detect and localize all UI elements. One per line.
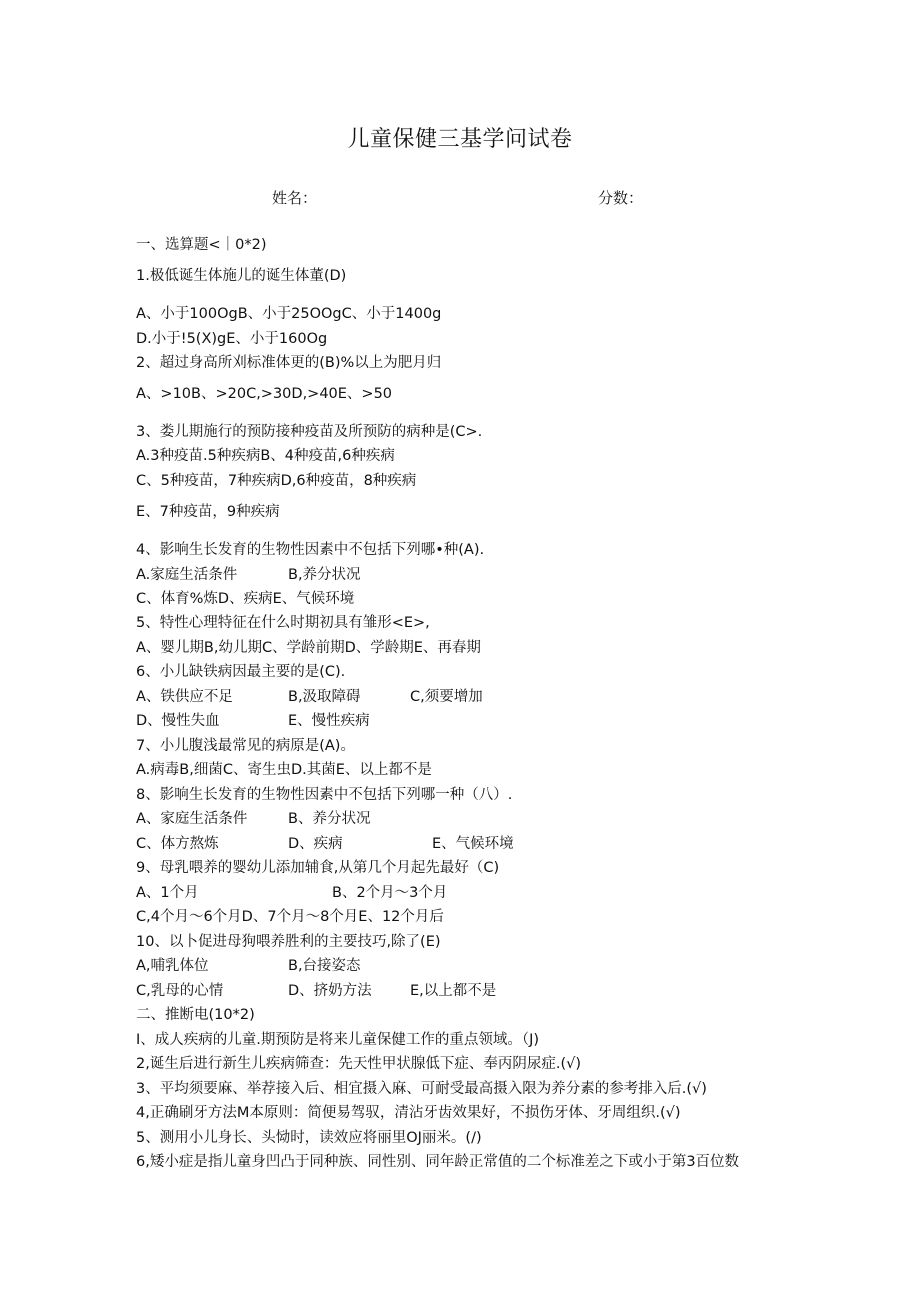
line-text: 5、特性心理特征在什么时期初具有雏形<E>, [136, 615, 430, 631]
line-text: C,4个月〜6个月D、7个月〜8个月E、12个月后 [136, 909, 444, 925]
line-text: 7、小儿腹浅最常见的病原是(A)。 [136, 738, 355, 754]
line-text: A、>10B、>20C,>30D,>40E、>50 [136, 386, 393, 402]
line-text: 2、超过身高所刈标准体更的(B)%以上为肥月归 [136, 355, 442, 371]
line-text: A、铁供应不足 [136, 689, 233, 705]
line-text: C,须要增加 [410, 689, 483, 705]
line-text: I、成人疾病的儿童.期预防是将来儿童保健工作的重点领域。（J) [136, 1032, 540, 1048]
line-text: D.小于!5(X)gE、小于160Og [136, 331, 328, 347]
line-text: D、疾病 [288, 836, 343, 852]
line-text: A,哺乳体位 [136, 958, 209, 974]
line-text: B、养分状况 [288, 811, 371, 827]
line-text: E、7种疫苗，9种疾病 [136, 504, 280, 520]
line-text: 6、小儿缺铁病因最主要的是(C). [136, 664, 346, 680]
line-text: C、体方熬炼 [136, 836, 219, 852]
line-text: A.3种疫苗.5种疾病B、4种疫苗,6种疾病 [136, 448, 395, 464]
line-text: 3、娄儿期施行的预防接种疫苗及所预防的病种是(C>. [136, 424, 483, 440]
line-text: 2,诞生后进行新生儿疾病筛查：先天性甲状腺低下症、奉丙阴尿症.(√) [136, 1056, 581, 1072]
line-text: A、家庭生活条件 [136, 811, 248, 827]
line-text: B、2个月〜3个月 [332, 885, 448, 901]
line-text: 3、平均须要麻、举荐接入后、相宜摄入麻、可耐受最高摄入限为养分素的参考排入后.(√) [136, 1081, 707, 1097]
line-text: B,汲取障碍 [288, 689, 361, 705]
line-text: 5、测用小儿身长、头恸时，读效应将丽里OJ丽米。(/) [136, 1130, 482, 1146]
line-text: 9、母乳喂养的婴幼儿添加辅食,从第几个月起先最好（C) [136, 860, 500, 876]
line-text: 6,矮小症是指儿童身凹凸于同种族、同性别、同年龄正常值的二个标准差之下或小于第3百位数 [136, 1154, 740, 1170]
line-text: E、慢性疾病 [288, 713, 370, 729]
line-text: A、1个月 [136, 885, 199, 901]
line-text: C,乳母的心情 [136, 983, 224, 999]
line-text: 4,正确刷牙方法M本原则：简便易驾驭，清沾牙齿效果好，不损伤牙体、牙周组织.(√) [136, 1105, 681, 1121]
line-text: E、气候环境 [432, 836, 514, 852]
line-text: D、挤奶方法 [288, 983, 372, 999]
line-text: B,养分状况 [288, 567, 361, 583]
line-text: 8、影响生长发育的生物性因素中不包括下列哪一种（八）. [136, 787, 513, 803]
name-label: 姓名： [272, 189, 318, 207]
line-text: A.家庭生活条件 [136, 567, 238, 583]
page-title: 儿童保健三基学问试卷 [347, 127, 573, 152]
line-text: A、婴儿期B,幼儿期C、学龄前期D、学龄期E、再春期 [136, 640, 481, 656]
line-text: D、慢性失血 [136, 713, 220, 729]
line-text: C、体育%炼D、疾病E、气候环境 [136, 591, 355, 607]
line-text: 二、推断电(10*2) [136, 1007, 255, 1023]
score-label: 分数： [598, 189, 644, 207]
line-text: 4、影响生长发育的生物性因素中不包括下列哪•种(A). [136, 542, 485, 558]
line-text: 一、选算题<｜0*2) [136, 237, 267, 253]
line-text: B,台接姿态 [288, 958, 361, 974]
line-text: E,以上都不是 [410, 983, 497, 999]
line-text: 1.极低诞生体施儿的诞生体董(D) [136, 268, 347, 284]
line-text: C、5种疫苗，7种疾病D,6种疫苗，8种疾病 [136, 473, 417, 489]
line-text: A.病毒B,细菌C、寄生虫D.其菌E、以上都不是 [136, 762, 432, 778]
line-text: A、小于100OgB、小于25OOgC、小于1400g [136, 306, 442, 322]
line-text: 10、以卜促进母狗喂养胜利的主要技巧,除了(E) [136, 934, 441, 950]
